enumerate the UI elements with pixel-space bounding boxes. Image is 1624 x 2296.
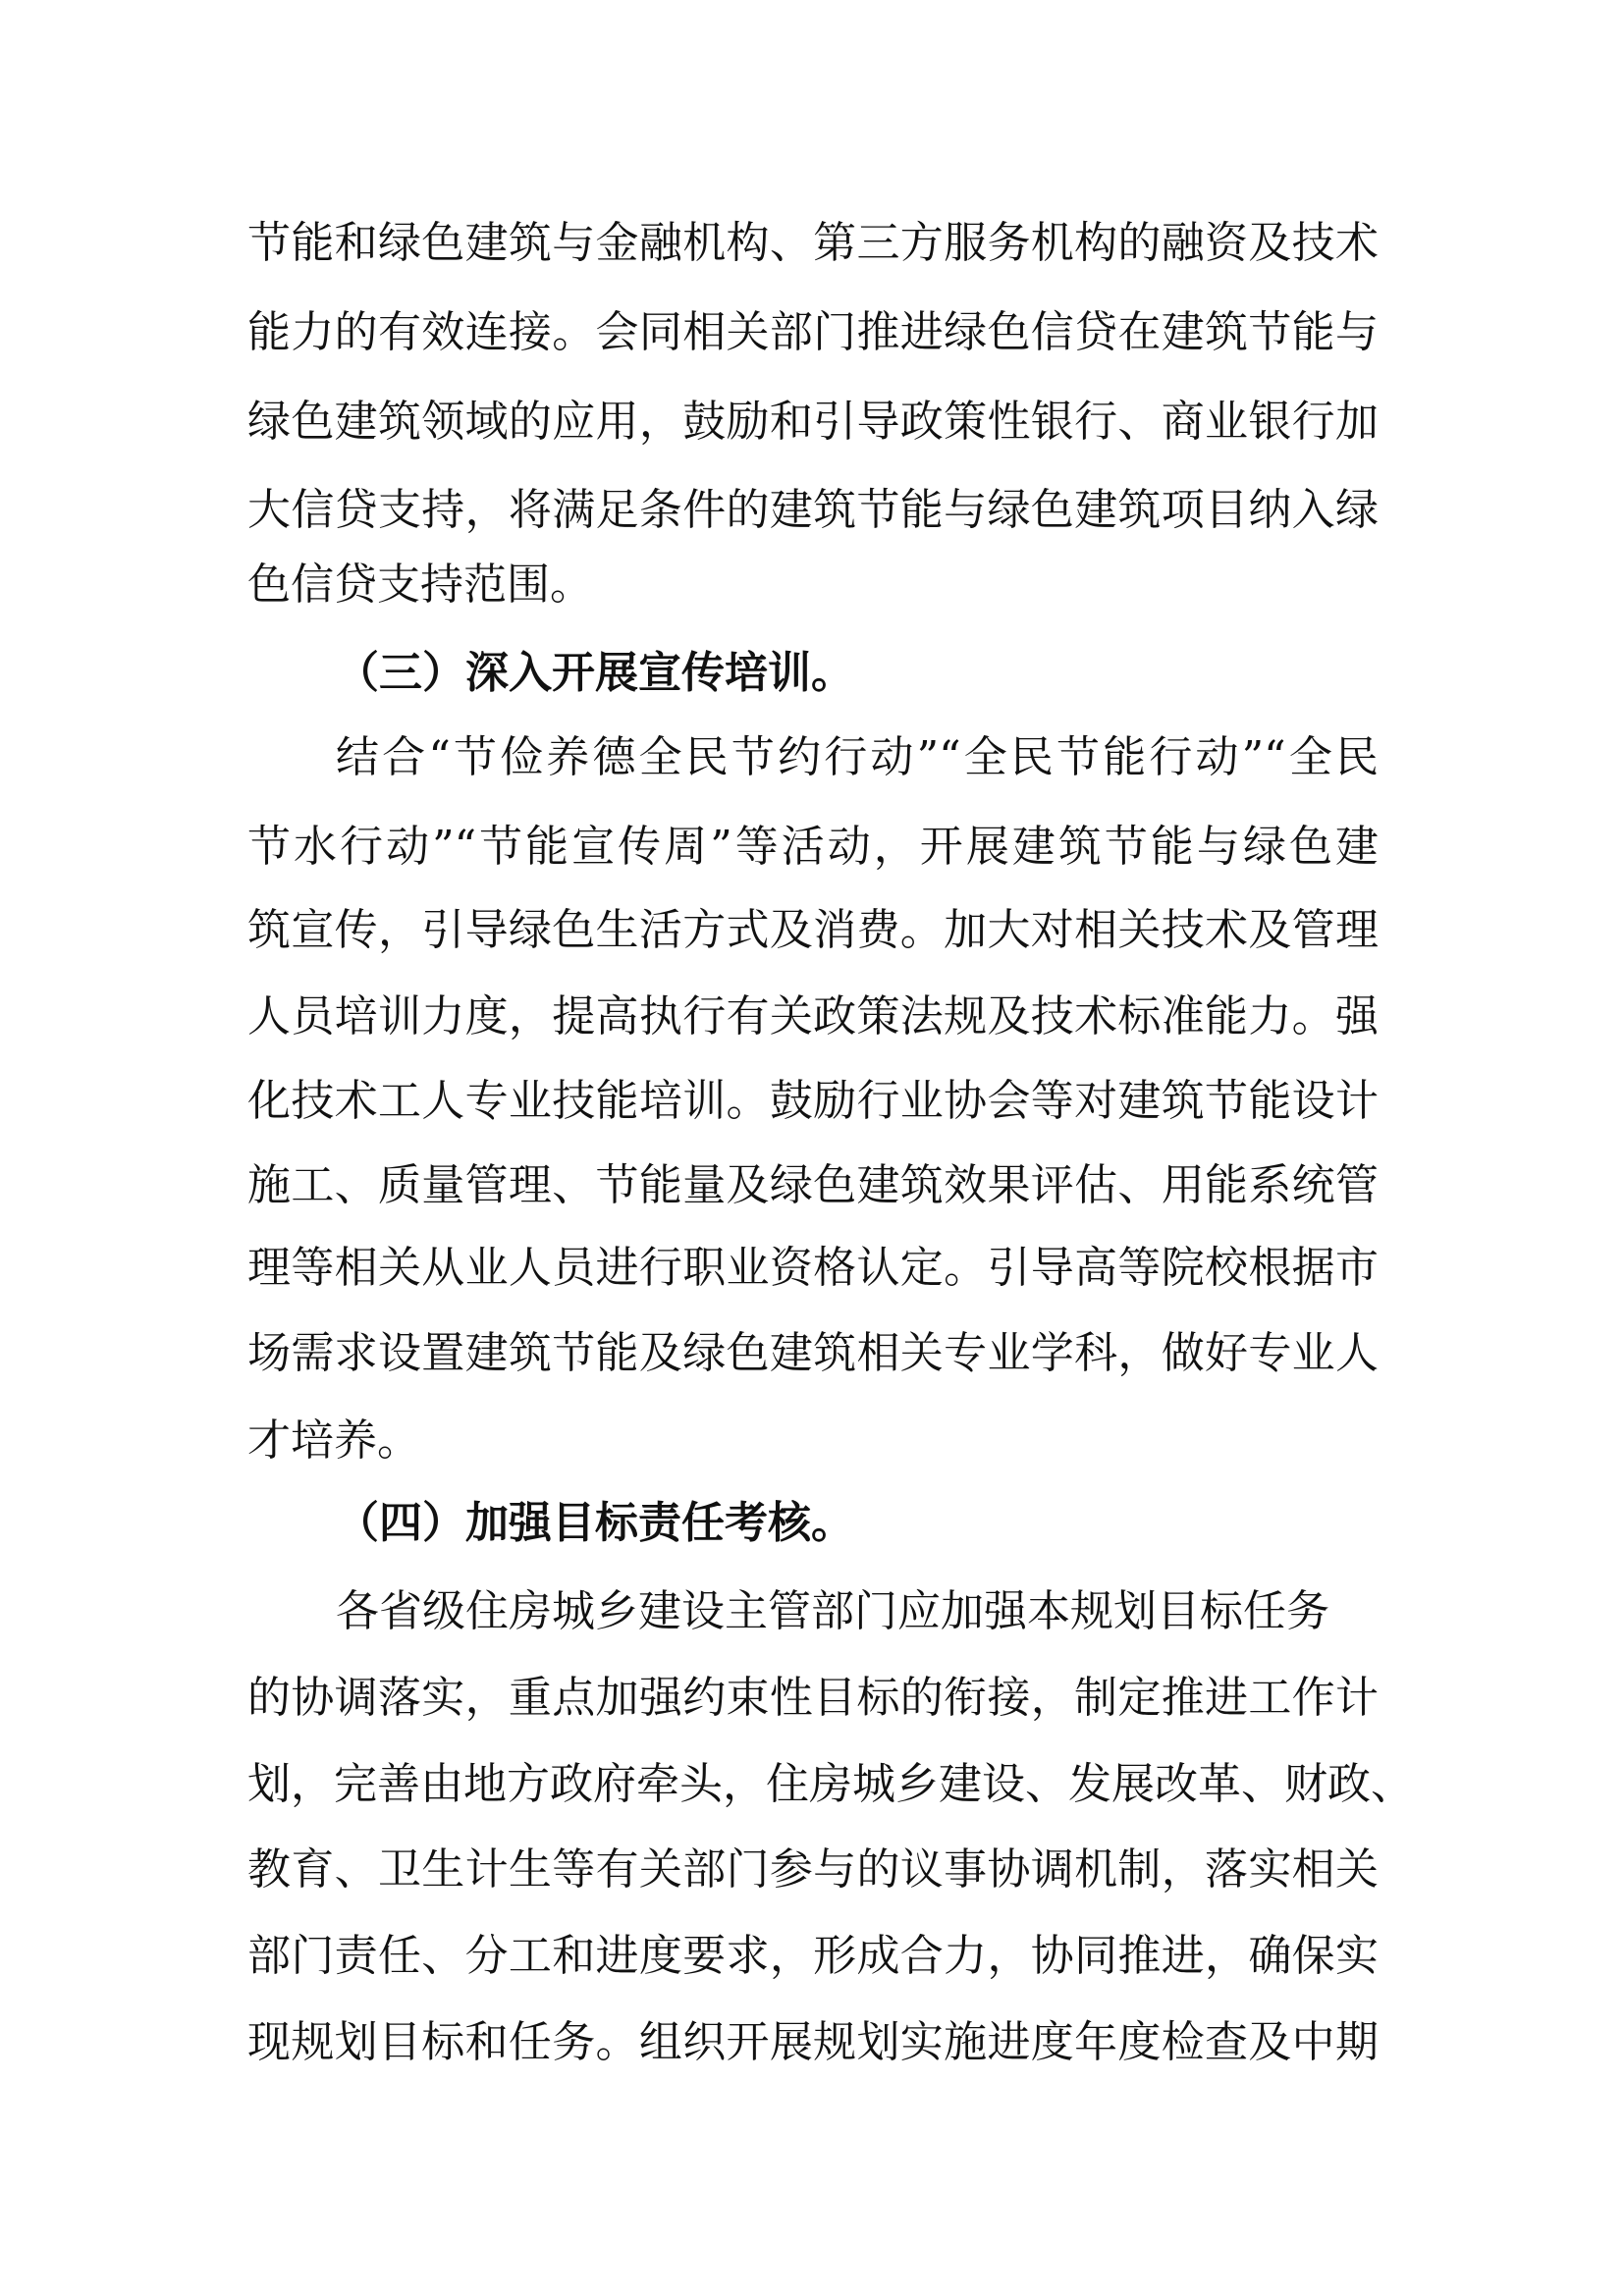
section-heading-3: （三）深入开展宣传培训。: [336, 648, 854, 698]
paragraph-line: 各省级住房城乡建设主管部门应加强本规划目标任务: [336, 1586, 1329, 1636]
paragraph-line: 理等相关从业人员进行职业资格认定。引导高等院校根据市: [247, 1243, 1379, 1293]
paragraph-line: 色信贷支持范围。: [247, 560, 593, 610]
paragraph-line: 场需求设置建筑节能及绿色建筑相关专业学科，做好专业人: [247, 1328, 1379, 1378]
paragraph-line: 现规划目标和任务。组织开展规划实施进度年度检查及中期: [247, 2017, 1379, 2067]
paragraph-line: 结合“节俭养德全民节约行动”“全民节能行动”“全民: [336, 732, 1379, 782]
paragraph-line: 节能和绿色建筑与金融机构、第三方服务机构的融资及技术: [247, 218, 1379, 268]
section-heading-4: （四）加强目标责任考核。: [336, 1498, 854, 1548]
paragraph-line: 部门责任、分工和进度要求，形成合力，协同推进，确保实: [247, 1931, 1379, 1981]
paragraph-line: 大信贷支持，将满足条件的建筑节能与绿色建筑项目纳入绿: [247, 485, 1379, 535]
paragraph-line: 人员培训力度，提高执行有关政策法规及技术标准能力。强: [247, 991, 1379, 1041]
paragraph-line: 施工、质量管理、节能量及绿色建筑效果评估、用能系统管: [247, 1160, 1379, 1210]
paragraph-line: 绿色建筑领域的应用，鼓励和引导政策性银行、商业银行加: [247, 397, 1379, 447]
paragraph-line: 教育、卫生计生等有关部门参与的议事协调机制，落实相关: [247, 1844, 1379, 1895]
paragraph-line: 的协调落实，重点加强约束性目标的衔接，制定推进工作计: [247, 1673, 1379, 1723]
paragraph-line: 才培养。: [247, 1415, 420, 1466]
paragraph-line: 化技术工人专业技能培训。鼓励行业协会等对建筑节能设计: [247, 1076, 1379, 1126]
paragraph-line: 能力的有效连接。会同相关部门推进绿色信贷在建筑节能与: [247, 307, 1379, 357]
paragraph-line: 划，完善由地方政府牵头，住房城乡建设、发展改革、财政、: [247, 1759, 1414, 1809]
paragraph-line: 节水行动”“节能宣传周”等活动，开展建筑节能与绿色建: [247, 822, 1379, 872]
paragraph-line: 筑宣传，引导绿色生活方式及消费。加大对相关技术及管理: [247, 905, 1379, 955]
